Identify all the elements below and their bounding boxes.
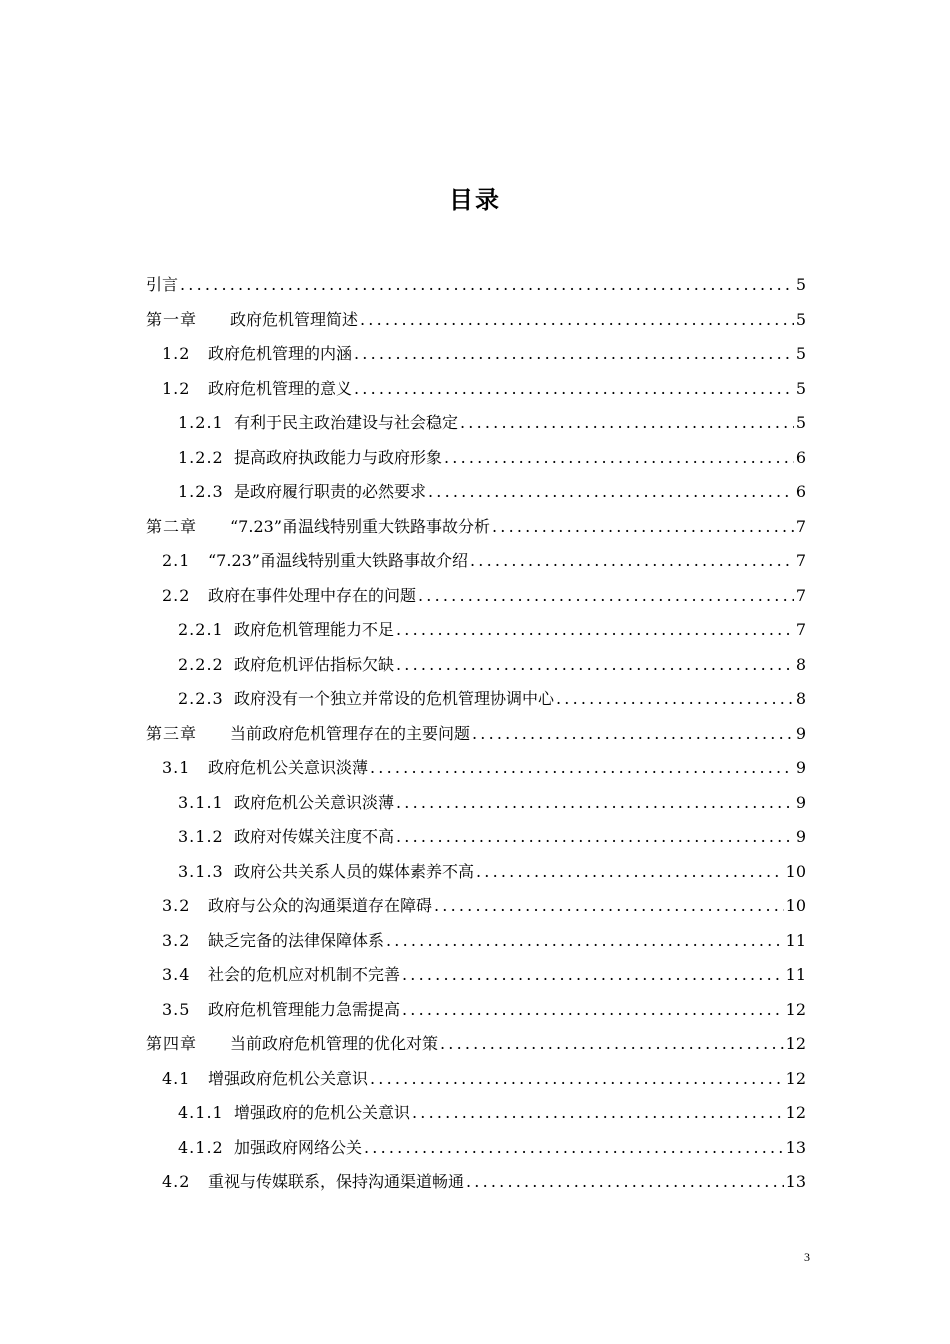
toc-dot-leader: [428, 477, 794, 507]
toc-entry-page: 5: [795, 309, 806, 329]
toc-entry[interactable]: [146, 1029, 806, 1064]
toc-dot-leader: [370, 1064, 784, 1094]
toc-entry-number: 2.2.1: [178, 620, 224, 639]
toc-entry-page: 13: [785, 1137, 806, 1157]
toc-entry-title: 增强政府的危机公关意识: [234, 1103, 411, 1122]
toc-entry-page: 5: [795, 344, 806, 363]
toc-entry-page: 5: [795, 378, 806, 398]
toc-dot-leader: [412, 1098, 784, 1128]
toc-entry-number: 4.1: [162, 1068, 191, 1088]
toc-entry[interactable]: [146, 270, 806, 305]
toc-dot-leader: [386, 926, 784, 956]
toc-entry[interactable]: [146, 512, 806, 547]
toc-dot-leader: [492, 512, 794, 542]
toc-entry-number: 3.2: [162, 930, 191, 950]
toc-entry[interactable]: [146, 1098, 806, 1133]
toc-entry-title: 政府危机管理简述: [230, 309, 359, 329]
toc-title: 目录: [449, 186, 501, 214]
toc-entry-number: 第四章: [146, 1034, 198, 1053]
toc-entry-page: 7: [795, 585, 806, 605]
toc-entry-page: 12: [785, 1034, 806, 1053]
toc-entry-number: 3.5: [162, 999, 191, 1019]
toc-entry-number: 1.2.2: [178, 447, 224, 467]
toc-entry-page: 12: [785, 999, 806, 1019]
toc-entry[interactable]: [146, 477, 806, 512]
toc-entry-title: 政府危机管理的意义: [208, 378, 353, 398]
toc-entry-title: 引言: [146, 275, 179, 294]
toc-entry-title: 政府对传媒关注度不高: [234, 827, 395, 846]
toc-entry-number: 4.1.1: [178, 1103, 224, 1122]
toc-dot-leader: [396, 615, 794, 645]
toc-entry-page: 11: [785, 965, 806, 984]
toc-entry-title: 社会的危机应对机制不完善: [208, 965, 401, 984]
toc-entry-number: 2.2: [162, 585, 191, 605]
toc-entry-title: 政府危机管理能力不足: [234, 620, 395, 639]
toc-entry-title: 缺乏完备的法律保障体系: [208, 930, 385, 950]
toc-entry-page: 7: [795, 620, 806, 639]
toc-entry[interactable]: [146, 305, 806, 340]
toc-entry[interactable]: [146, 443, 806, 478]
toc-dot-leader: [556, 684, 794, 714]
toc-entry[interactable]: [146, 1167, 806, 1202]
toc-entry-page: 12: [785, 1068, 806, 1088]
toc-dot-leader: [466, 1167, 784, 1197]
toc-entry-title: 当前政府危机管理存在的主要问题: [230, 723, 471, 743]
toc-dot-leader: [434, 891, 784, 921]
toc-dot-leader: [370, 753, 794, 783]
toc-entry-page: 8: [795, 654, 806, 674]
page-number: 3: [804, 1250, 810, 1264]
toc-entry-title: 政府与公众的沟通渠道存在障碍: [208, 896, 433, 915]
toc-entry[interactable]: [146, 995, 806, 1030]
toc-entry-number: 第二章: [146, 516, 198, 536]
toc-entry-number: 1.2.3: [178, 482, 224, 501]
toc-entry-title: 政府危机公关意识淡薄: [208, 758, 369, 777]
toc-entry[interactable]: [146, 374, 806, 409]
toc-entry-page: 7: [795, 516, 806, 536]
toc-entry-title: “7.23”甬温线特别重大铁路事故分析: [230, 516, 490, 536]
toc-entry[interactable]: [146, 650, 806, 685]
toc-entry-page: 6: [795, 482, 806, 501]
toc-entry[interactable]: [146, 684, 806, 719]
toc-entry-page: 9: [795, 758, 806, 777]
toc-dot-leader: [476, 857, 784, 887]
toc-entry[interactable]: [146, 857, 806, 892]
toc-entry-page: 9: [795, 792, 806, 812]
toc-dot-leader: [354, 374, 794, 404]
toc-entry-title: 重视与传媒联系，保持沟通渠道畅通: [208, 1172, 465, 1191]
toc-entry[interactable]: [146, 960, 806, 995]
toc-entry-title: 政府在事件处理中存在的问题: [208, 585, 417, 605]
toc-dot-leader: [396, 822, 794, 852]
toc-entry-title: 政府公共关系人员的媒体素养不高: [234, 861, 475, 881]
toc-entry[interactable]: [146, 926, 806, 961]
toc-entry-page: 9: [795, 827, 806, 846]
toc-entry-number: 3.1.3: [178, 861, 224, 881]
toc-entry-number: 4.1.2: [178, 1137, 224, 1157]
toc-entry-number: 2.2.2: [178, 654, 224, 674]
toc-entry-number: 4.2: [162, 1172, 191, 1191]
toc-entry-title: 提高政府执政能力与政府形象: [234, 447, 443, 467]
toc-dot-leader: [440, 1029, 784, 1059]
toc-entry-number: 1.2: [162, 344, 191, 363]
toc-entry-title: 政府危机评估指标欠缺: [234, 654, 395, 674]
toc-entry[interactable]: [146, 1133, 806, 1168]
toc-entry[interactable]: [146, 408, 806, 443]
toc-dot-leader: [418, 581, 794, 611]
toc-entry-page: 7: [795, 551, 806, 570]
toc-entry[interactable]: [146, 891, 806, 926]
toc-entry-page: 11: [785, 930, 806, 950]
toc-entry[interactable]: [146, 822, 806, 857]
toc-entry-page: 9: [795, 723, 806, 743]
toc-entry-page: 13: [785, 1172, 806, 1191]
toc-entry-title: 政府危机公关意识淡薄: [234, 792, 395, 812]
toc-entry[interactable]: [146, 1064, 806, 1099]
toc-entry-page: 6: [795, 447, 806, 467]
toc-dot-leader: [444, 443, 794, 473]
toc-entry-number: 2.1: [162, 551, 191, 570]
toc-list: [146, 270, 806, 1202]
toc-entry[interactable]: [146, 546, 806, 581]
toc-entry-page: 10: [785, 896, 806, 915]
toc-dot-leader: [180, 270, 794, 300]
toc-entry-number: 3.1.2: [178, 827, 224, 846]
toc-entry-number: 1.2.1: [178, 413, 224, 432]
toc-entry-number: 3.4: [162, 965, 191, 984]
toc-entry-page: 5: [795, 275, 806, 294]
toc-entry-title: 当前政府危机管理的优化对策: [230, 1034, 439, 1053]
toc-entry-title: 是政府履行职责的必然要求: [234, 482, 427, 501]
toc-entry-page: 8: [795, 689, 806, 708]
toc-entry-number: 1.2: [162, 378, 191, 398]
toc-dot-leader: [470, 546, 794, 576]
toc-entry-number: 第一章: [146, 309, 198, 329]
toc-entry[interactable]: [146, 615, 806, 650]
toc-entry[interactable]: [146, 339, 806, 374]
toc-entry-page: 5: [795, 413, 806, 432]
toc-entry-page: 10: [785, 861, 806, 881]
toc-entry-title: 政府危机管理的内涵: [208, 344, 353, 363]
toc-entry[interactable]: [146, 581, 806, 616]
toc-entry-number: 第三章: [146, 723, 198, 743]
toc-entry-title: 加强政府网络公关: [234, 1137, 363, 1157]
toc-dot-leader: [396, 788, 794, 818]
toc-dot-leader: [402, 960, 784, 990]
toc-dot-leader: [354, 339, 794, 369]
toc-dot-leader: [472, 719, 794, 749]
toc-entry-title: 政府没有一个独立并常设的危机管理协调中心: [234, 689, 555, 708]
toc-entry[interactable]: [146, 753, 806, 788]
toc-dot-leader: [360, 305, 794, 335]
toc-entry-title: 增强政府危机公关意识: [208, 1068, 369, 1088]
toc-entry-title: 政府危机管理能力急需提高: [208, 999, 401, 1019]
toc-entry-number: 3.2: [162, 896, 191, 915]
toc-entry[interactable]: [146, 719, 806, 754]
toc-entry-title: 有利于民主政治建设与社会稳定: [234, 413, 459, 432]
toc-entry-number: 3.1: [162, 758, 191, 777]
toc-dot-leader: [364, 1133, 784, 1163]
toc-entry[interactable]: [146, 788, 806, 823]
toc-dot-leader: [460, 408, 794, 438]
toc-entry-number: 3.1.1: [178, 792, 224, 812]
toc-entry-page: 12: [785, 1103, 806, 1122]
toc-entry-number: 2.2.3: [178, 689, 224, 708]
toc-dot-leader: [396, 650, 794, 680]
toc-entry-title: “7.23”甬温线特别重大铁路事故介绍: [208, 551, 468, 570]
toc-dot-leader: [402, 995, 784, 1025]
